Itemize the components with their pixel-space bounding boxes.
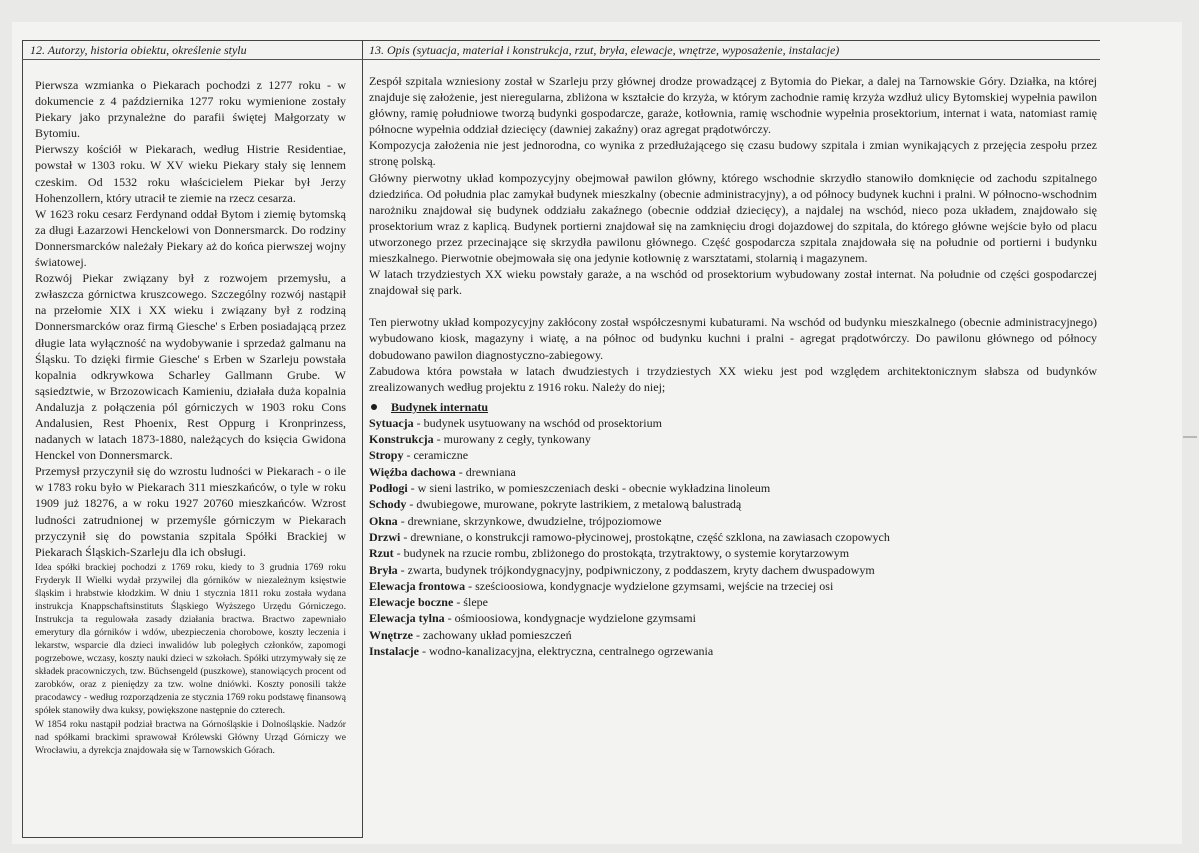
spec-value: - zachowany układ pomieszczeń bbox=[412, 627, 572, 642]
description-paragraph: Zabudowa która powstała w latach dwudziestych i trzydziestych XX wieku jest pod względem architektonicznym słabsza od budynków zrealizowanych według projektu z 1916 roku. Należy do niej; bbox=[369, 363, 1097, 394]
spec-row bbox=[369, 529, 1097, 545]
history-paragraph: Rozwój Piekar związany był z rozwojem przemysłu, a zwłaszcza górnictwa kruszcowego. Szczególny rozwój nastąpił na przełomie XIX i XX wieku i związany był z rodziną Donnersmarcków oraz firmą Giesche' s Erben posiadającą przez długie lata wyłączność na wydobywanie i sprzedaż galmanu na Śląsku. To dzięki firmie Giesche' s Erben w Szarleju powstała kopalnia odkrywkowa Scharley Gallmann Grube. W sąsiedztwie, w Brzozowicach Kamieniu, działała duża kopalnia Andaluzja z połączenia pól górniczych w 1903 roku Cons Andalusien, Rest Phoenix, Rest Oppurg i Kronprinzess, nadanych w latach 1873-1880, należących do księcia Gwidona Henckel von Donnersmarck. bbox=[35, 271, 346, 463]
spec-value: - ślepe bbox=[453, 595, 488, 610]
history-paragraph: Pierwsza wzmianka o Piekarach pochodzi z 1277 roku - w dokumencie z 4 października 1277 roku wymienione zostały Piekary jako przynależne do parafii świętej Małgorzaty w Bytomiu. bbox=[35, 78, 346, 141]
spec-row bbox=[369, 578, 1097, 594]
spec-row bbox=[369, 610, 1097, 626]
spec-row bbox=[369, 464, 1097, 480]
spec-row bbox=[369, 562, 1097, 578]
building-bullet bbox=[369, 399, 1097, 415]
column-divider bbox=[362, 40, 363, 838]
spec-value: - w sieni lastriko, w pomieszczeniach deski - obecnie wykładzina linoleum bbox=[407, 481, 771, 496]
spec-label: Elewacja tylna bbox=[369, 611, 445, 626]
spec-label: Stropy bbox=[369, 448, 404, 463]
description-column bbox=[369, 73, 1097, 659]
spec-label: Sytuacja bbox=[369, 415, 414, 430]
table-left-rule bbox=[22, 40, 23, 838]
spec-row bbox=[369, 496, 1097, 512]
history-paragraph: Przemysł przyczynił się do wzrostu ludności w Piekarach - o ile w 1783 roku było w Piekarach 311 mieszkańców, o tyle w roku 1909 już 18276, a w roku 1927 20760 mieszkańców. Wzrost ludności zatrudnionej w przemyśle górniczym w Piekarach przyczynił się do powstania szpitala Spółki Brackiej w Piekarach Śląskich-Szarleju dla ich obsługi. bbox=[35, 464, 346, 559]
description-paragraph: Główny pierwotny układ kompozycyjny obejmował pawilon główny, którego wschodnie skrzydło stanowiło domknięcie od zachodu szpitalnego dziedzińca. Od południa plac zamykał budynek mieszkalny (obecnie administracyjny), a od północy budynek kuchni i pralni. W północno-wschodnim narożniku znajdował się budynek oddziału zakaźnego (obecnie oddział dziecięcy), a najdalej na wschód, nieco poza układem, znajdowało się prosektorium wraz z kaplicą. Budynek portierni znajdował się na zamknięciu drogi dojazdowej do szpitala, do którego główne wejście było od placu utworzonego przez przecinające się skrzydła pawilonu głównego. Część gospodarcza szpitala znajdowała się na południe od portierni i budynku mieszkalnego. Pierwotnie obejmowała się ona jedynie kotłownię z warsztatami, stolarnią i magazynem. bbox=[369, 170, 1097, 266]
spec-row bbox=[369, 415, 1097, 431]
spec-label: Instalacje bbox=[369, 644, 419, 659]
table-top-rule bbox=[22, 40, 1100, 41]
table-bottom-rule bbox=[22, 837, 362, 838]
history-column bbox=[35, 77, 346, 758]
bullet-icon bbox=[371, 404, 377, 410]
spec-label: Schody bbox=[369, 497, 407, 512]
heading-rule-left bbox=[22, 59, 362, 60]
spec-value: - drewniane, skrzynkowe, dwudzielne, trójpoziomowe bbox=[397, 513, 662, 528]
spec-value: - zwarta, budynek trójkondygnacyjny, podpiwniczony, z poddaszem, kryty dachem dwuspadowym bbox=[397, 562, 875, 577]
scan-edge-mark bbox=[1183, 436, 1197, 438]
spec-row bbox=[369, 447, 1097, 463]
spec-label: Bryła bbox=[369, 562, 398, 577]
spec-row bbox=[369, 545, 1097, 561]
description-paragraph: Ten pierwotny układ kompozycyjny zakłócony został współczesnymi kubaturami. Na wschód od budynku mieszkalnego (obecnie administracyjnego) wybudowano kiosk, magazyny i wiatę, a na północ od budynku kuchni i pralni - agregat prądotwórczy. Do pawilonu głównego od północy dobudowano pawilon diagnostyczno-zabiegowy. bbox=[369, 315, 1097, 362]
spec-label: Elewacje boczne bbox=[369, 595, 454, 610]
spec-value: - drewniane, o konstrukcji ramowo-płycinowej, prostokątne, część szklona, na zawiasach czopowych bbox=[400, 529, 890, 544]
spec-label: Konstrukcja bbox=[369, 432, 434, 447]
spec-row bbox=[369, 431, 1097, 447]
spec-row bbox=[369, 627, 1097, 643]
heading-rule-right bbox=[362, 59, 1100, 60]
spec-value: - ceramiczne bbox=[403, 448, 469, 463]
history-paragraph: Pierwszy kościół w Piekarach, według Histrie Residentiae, powstał w 1303 roku. W XV wieku Piekary stały się lennem czeskim. Od 1532 roku właścicielem Piekar był Jerzy Hohenzollern, który utracił te ziemie na rzecz cesarza. bbox=[35, 142, 346, 205]
spec-label: Drzwi bbox=[369, 529, 401, 544]
spec-label: Wnętrze bbox=[369, 627, 413, 642]
spec-row bbox=[369, 480, 1097, 496]
section-12-heading: 12. Autorzy, historia obiektu, określenie stylu bbox=[30, 43, 247, 57]
spec-label: Więźba dachowa bbox=[369, 464, 456, 479]
spec-row bbox=[369, 594, 1097, 610]
description-paragraph: Kompozycja założenia nie jest jednorodna, co wynika z przedłużającego się czasu budowy szpitala i zmian wynikających z przejęcia zespołu przez stronę polską. bbox=[369, 138, 1097, 169]
building-title: Budynek internatu bbox=[391, 399, 489, 414]
spec-value: - ośmioosiowa, kondygnacje wydzielone gzymsami bbox=[444, 611, 696, 626]
footnote-paragraph: Idea spółki brackiej pochodzi z 1769 roku, kiedy to 3 grudnia 1769 roku Fryderyk II Wielki wydał przywilej dla górników w niezależnym księstwie śląskim i hrabstwie kłodzkim. W dniu 1 stycznia 1811 roku została wydana instrukcja Knappschaftsinstituts Śląskiego Wyższego Urzędu Górniczego. Instrukcja ta regulowała zasady działania bractwa. Bractwo zapewniało emerytury dla górników i wdów, ubezpieczenia chorobowe, koszty leczenia i lekarstw, wsparcie dla dzieci inwalidów lub poległych członków, zapomogi pogrzebowe, wczasy, koszty nauki dzieci w szkołach. Spółki utrzymywały się ze składek pracowniczych, tzw. Büchsengeld (puszkowe), stanowiących procent od zarobków, oraz z pieniędzy za tzw. wolne dniówki. Koszty ponosili także pracodawcy - według rozporządzenia ze stycznia 1769 roku podstawę finansową spółek stanowiły dwa kuksy, powiększone następnie do czterech. bbox=[35, 561, 346, 717]
spec-label: Elewacja frontowa bbox=[369, 578, 466, 593]
footnote-paragraph: W 1854 roku nastąpił podział bractwa na Górnośląskie i Dolnośląskie. Nadzór nad spółkami brackimi sprawował Królewski Główny Urząd Górniczy we Wrocławiu, a dyrekcja znajdowała się w Tarnowskich Górach. bbox=[35, 719, 346, 757]
spec-label: Okna bbox=[369, 513, 398, 528]
spec-value: - budynek na rzucie rombu, zbliżonego do prostokąta, trzytraktowy, o systemie korytarzowym bbox=[393, 546, 850, 561]
spec-value: - sześcioosiowa, kondygnacje wydzielone gzymsami, wejście na trzeciej osi bbox=[465, 578, 834, 593]
spec-list bbox=[369, 415, 1097, 659]
spec-label: Podłogi bbox=[369, 481, 408, 496]
spec-value: - wodno-kanalizacyjna, elektryczna, centralnego ogrzewania bbox=[419, 644, 714, 659]
spec-row bbox=[369, 513, 1097, 529]
spec-value: - drewniana bbox=[455, 464, 516, 479]
section-13-heading: 13. Opis (sytuacja, materiał i konstrukcja, rzut, bryła, elewacje, wnętrze, wyposażenie, instalacje) bbox=[369, 43, 840, 57]
spec-value: - dwubiegowe, murowane, pokryte lastrikiem, z metalową balustradą bbox=[406, 497, 742, 512]
spec-row bbox=[369, 643, 1097, 659]
spec-value: - budynek usytuowany na wschód od prosektorium bbox=[413, 415, 662, 430]
spec-value: - murowany z cegły, tynkowany bbox=[433, 432, 591, 447]
spec-label: Rzut bbox=[369, 546, 394, 561]
description-paragraph: W latach trzydziestych XX wieku powstały garaże, a na wschód od prosektorium wybudowany został internat. Na południe od części gospodarczej znajdował się park. bbox=[369, 267, 1097, 298]
description-paragraph: Zespół szpitala wzniesiony został w Szarleju przy głównej drodze prowadzącej z Bytomia do Piekar, a dalej na Tarnowskie Góry. Działka, na której znajduje się założenie, jest nieregularna, zbliżona w kształcie do krzyża, w którym zachodnie ramię krzyża wzdłuż ulicy Bytomskiej wypełnia pawilon główny, ramię południowe tworzą budynki gospodarcze, garaże, kotłownia, ramię wschodnie wypełnia prosektorium, internat i wata, natomiast ramię północne wypełnia oddział dziecięcy (dawniej zakaźny) oraz agregat prądotwórczy. bbox=[369, 74, 1097, 137]
history-paragraph: W 1623 roku cesarz Ferdynand oddał Bytom i ziemię bytomską za długi Łazarzowi Henckelowi von Donnersmarck. Do rodziny Donnersmarcków należały Piekary aż do końca pierwszej wojny światowej. bbox=[35, 206, 346, 270]
